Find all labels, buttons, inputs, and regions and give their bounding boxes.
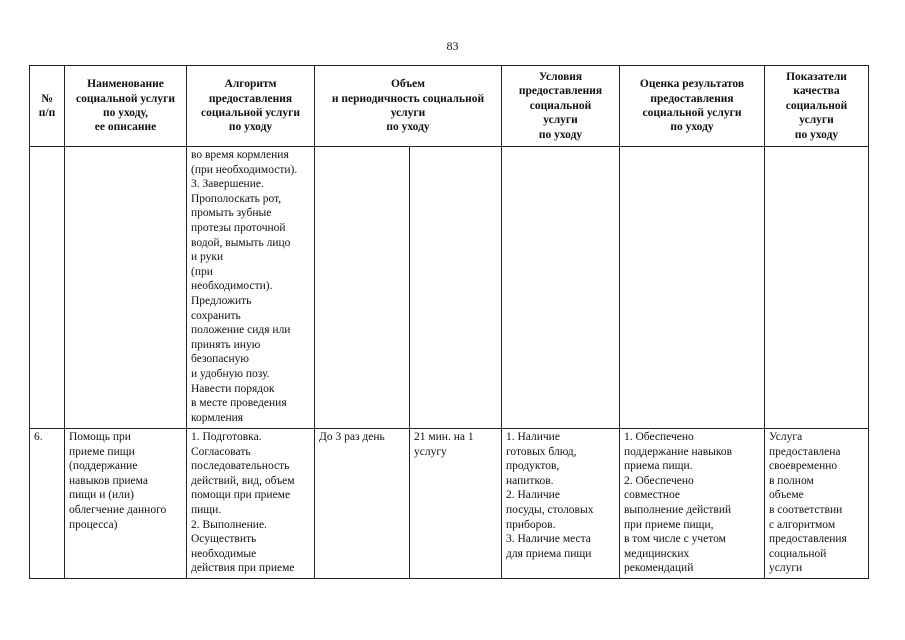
cell-empty-quality (765, 147, 869, 429)
cell-conditions: 1. Наличие готовых блюд, продуктов, напитков. 2. Наличие посуды, столовых приборов. 3. Наличие места для приема пищи (502, 429, 620, 579)
header-conditions: Условия предоставления социальной услуги по уходу (502, 66, 620, 147)
header-volume-frequency: Объем и периодичность социальной услуги по уходу (315, 66, 502, 147)
cell-frequency: До 3 раз день (315, 429, 410, 579)
header-assessment: Оценка результатов предоставления социальной услуги по уходу (620, 66, 765, 147)
cell-service-name: Помощь при приеме пищи (поддержание навыков приема пищи и (или) облегчение данного процесса) (65, 429, 187, 579)
cell-empty-conditions (502, 147, 620, 429)
table-row-continued (30, 147, 869, 429)
cell-quality: Услуга предоставлена своевременно в полном объеме в соответствии с алгоритмом предоставления социальной услуги (765, 429, 869, 579)
cell-empty-service (65, 147, 187, 429)
header-service-name: Наименование социальной услуги по уходу, ее описание (65, 66, 187, 147)
cell-empty-number (30, 147, 65, 429)
header-number: № п/п (30, 66, 65, 147)
table-header-row (30, 66, 869, 147)
cell-duration: 21 мин. на 1 услугу (410, 429, 502, 579)
cell-empty-assessment (620, 147, 765, 429)
cell-empty-frequency (315, 147, 410, 429)
table-row-6 (30, 429, 869, 579)
header-algorithm: Алгоритм предоставления социальной услуги по уходу (187, 66, 315, 147)
cell-empty-duration (410, 147, 502, 429)
header-quality: Показатели качества социальной услуги по уходу (765, 66, 869, 147)
cell-algorithm-continued: во время кормления (при необходимости). 3. Завершение. Прополоскать рот, промыть зубные протезы проточной водой, вымыть лицо и руки (при необходимости). Предложить сохранить положение сидя или принять иную безопасную и удобную позу. Навести порядок в месте проведения кормления (187, 147, 315, 429)
cell-number: 6. (30, 429, 65, 579)
cell-assessment: 1. Обеспечено поддержание навыков приема пищи. 2. Обеспечено совместное выполнение действий при приеме пищи, в том числе с учетом медицинских рекомендаций (620, 429, 765, 579)
page-number: 83 (446, 39, 459, 53)
cell-algorithm: 1. Подготовка. Согласовать последовательность действий, вид, объем помощи при приеме пищи. 2. Выполнение. Осуществить необходимые действия при приеме (187, 429, 315, 579)
social-services-table (29, 65, 869, 579)
